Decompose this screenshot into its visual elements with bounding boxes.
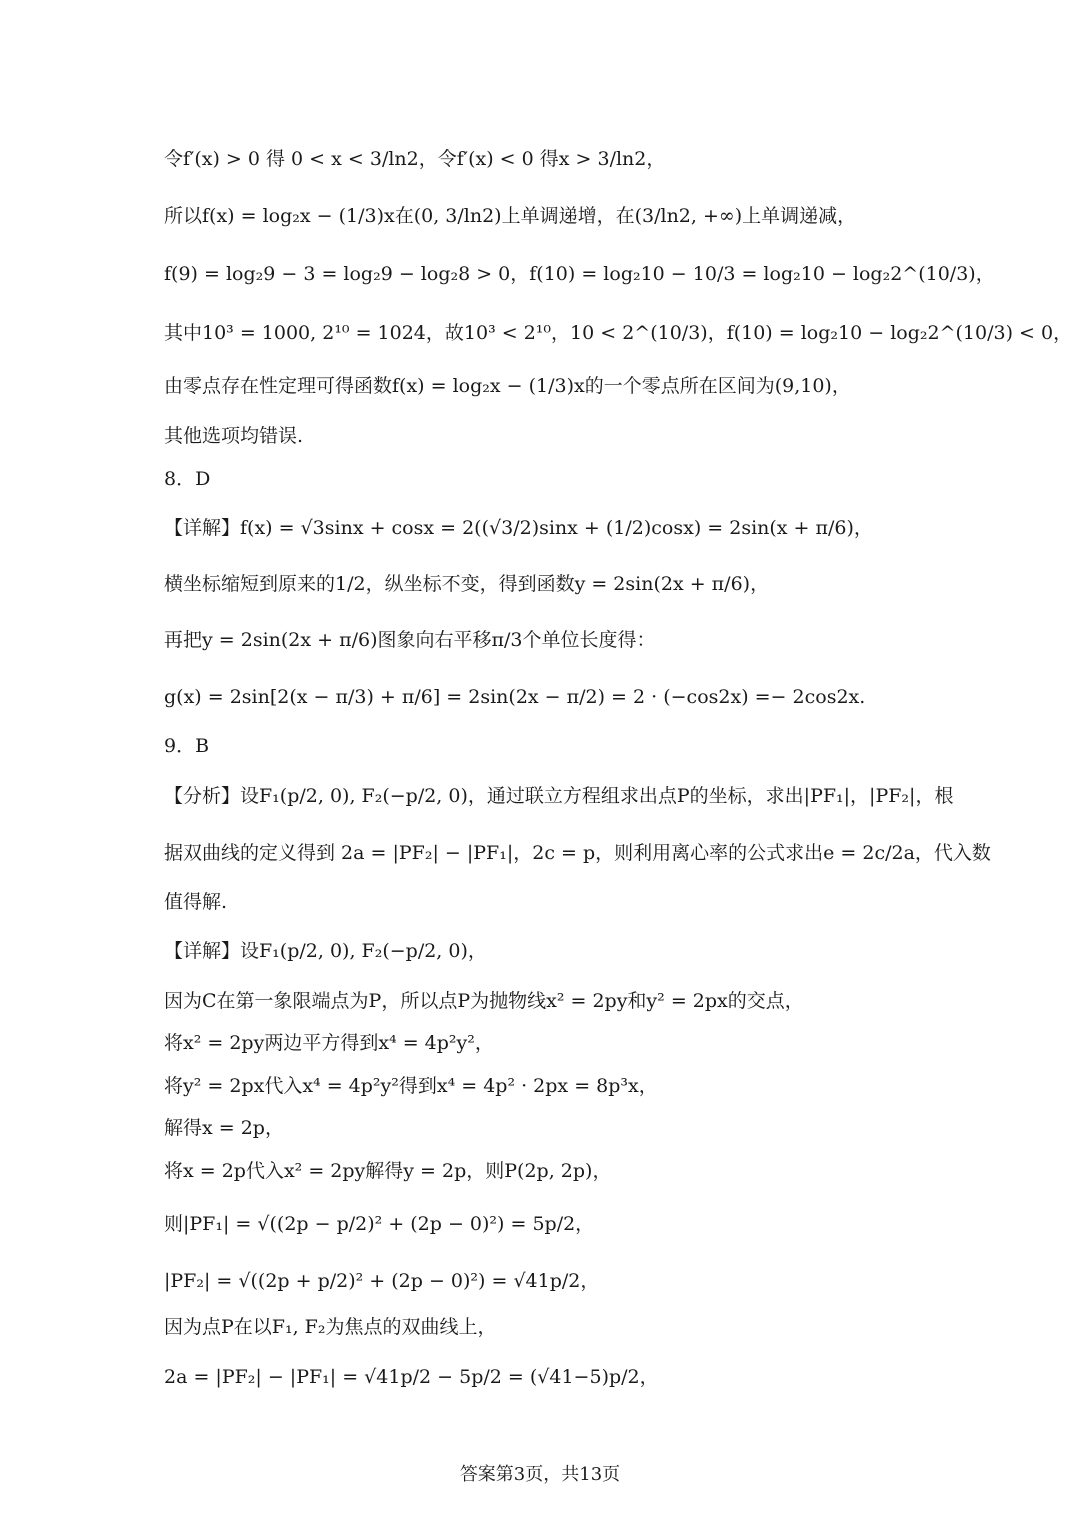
- text-line: 再把y = 2sin(2x + π/6)图象向右平移π/3个单位长度得：: [164, 629, 656, 651]
- answer-heading-8: 8．D: [164, 468, 211, 490]
- text-line: f(9) = log₂9 − 3 = log₂9 − log₂8 > 0，f(10) = log₂10 − 10/3 = log₂10 − log₂2^(10/3)，: [164, 263, 995, 285]
- text-line: 解得x = 2p，: [164, 1117, 284, 1139]
- answer-heading-9: 9．B: [164, 735, 210, 757]
- text-line: 横坐标缩短到原来的1/2，纵坐标不变，得到函数y = 2sin(2x + π/6)，: [164, 573, 770, 595]
- text-line: 由零点存在性定理可得函数f(x) = log₂x − (1/3)x的一个零点所在区间为(9,10)，: [164, 375, 851, 397]
- text-line: 其他选项均错误.: [164, 425, 304, 447]
- text-line: 令f′(x) > 0 得 0 < x < 3/ln2，令f′(x) < 0 得x > 3/ln2，: [164, 148, 666, 170]
- text-line: 2a = |PF₂| − |PF₁| = √41p/2 − 5p/2 = (√41−5)p/2，: [164, 1366, 659, 1388]
- text-line: 【分析】设F₁(p/2, 0), F₂(−p/2, 0)，通过联立方程组求出点P的坐标，求出|PF₁|，|PF₂|，根: [164, 785, 954, 807]
- text-line: 【详解】f(x) = √3sinx + cosx = 2((√3/2)sinx + (1/2)cosx) = 2sin(x + π/6)，: [164, 517, 873, 539]
- text-line: 将x = 2p代入x² = 2py解得y = 2p，则P(2p, 2p)，: [164, 1160, 612, 1182]
- text-line: 【详解】设F₁(p/2, 0), F₂(−p/2, 0)，: [164, 940, 487, 962]
- text-line: 因为点P在以F₁, F₂为焦点的双曲线上，: [164, 1316, 497, 1338]
- text-line: 值得解.: [164, 891, 228, 913]
- text-line: 据双曲线的定义得到 2a = |PF₂| − |PF₁|，2c = p，则利用离心率的公式求出e = 2c/2a，代入数: [164, 842, 991, 864]
- text-line: 所以f(x) = log₂x − (1/3)x在(0, 3/ln2)上单调递增，在(3/ln2, +∞)上单调递减，: [164, 205, 857, 227]
- text-line: g(x) = 2sin[2(x − π/3) + π/6] = 2sin(2x − π/2) = 2 · (−cos2x) =− 2cos2x.: [164, 686, 866, 708]
- text-line: |PF₂| = √((2p + p/2)² + (2p − 0)²) = √41p/2，: [164, 1270, 600, 1292]
- text-line: 其中10³ = 1000, 2¹⁰ = 1024，故10³ < 2¹⁰，10 < 2^(10/3)，f(10) = log₂10 − log₂2^(10/3) < 0，: [164, 322, 1073, 344]
- text-line: 将x² = 2py两边平方得到x⁴ = 4p²y²，: [164, 1032, 494, 1054]
- text-line: 将y² = 2px代入x⁴ = 4p²y²得到x⁴ = 4p² · 2px = 8p³x，: [164, 1075, 658, 1097]
- text-line: 则|PF₁| = √((2p − p/2)² + (2p − 0)²) = 5p/2，: [164, 1213, 595, 1235]
- page-footer: 答案第3页，共13页: [459, 1464, 621, 1485]
- text-line: 因为C在第一象限端点为P，所以点P为抛物线x² = 2py和y² = 2px的交点，: [164, 990, 804, 1012]
